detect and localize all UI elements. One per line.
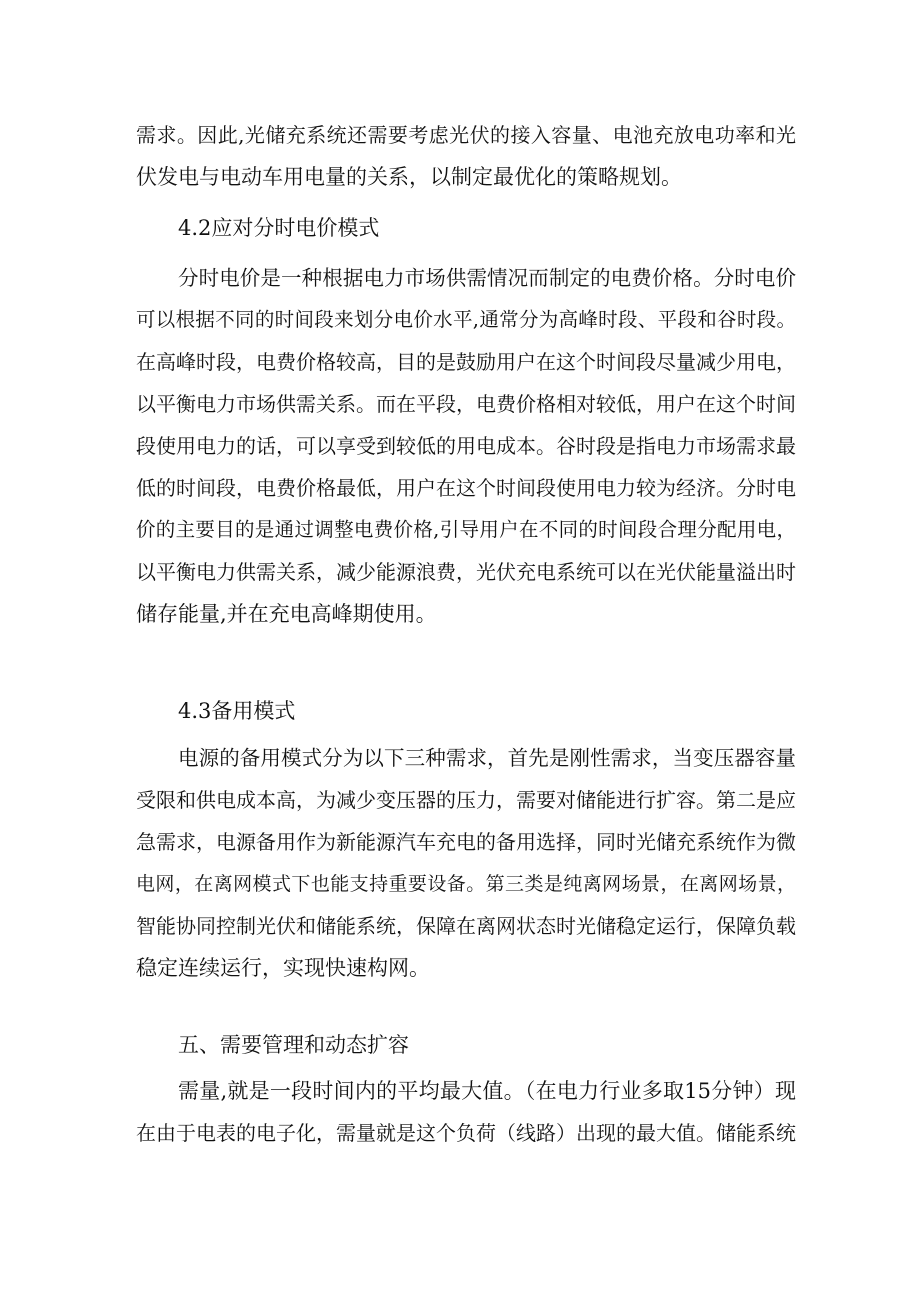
paragraph-demand	[136, 1070, 796, 1154]
text-line: 在由于电表的电子化，需量就是这个负荷（线路）出现的最大值。储能系统	[136, 1121, 796, 1145]
heading-text: 4.3备用模式	[178, 699, 296, 723]
text-line: 以平衡电力市场供需关系。而在平段，电费价格相对较低，用户在这个时间	[136, 392, 796, 416]
paragraph-backup-mode	[136, 737, 796, 989]
text-line: 价的主要目的是通过调整电费价格,引导用户在不同的时间段合理分配用电，	[136, 518, 796, 541]
heading-text: 4.2应对分时电价模式	[178, 216, 380, 240]
text-line: 稳定连续运行，实现快速构网。	[136, 956, 430, 980]
text-line: 分时电价是一种根据电力市场供需情况而制定的电费价格。分时电价	[178, 266, 796, 290]
text-line: 可以根据不同的时间段来划分电价水平,通常分为高峰时段、平段和谷时段。	[136, 308, 796, 331]
text-line: 储存能量,并在充电高峰期使用。	[136, 602, 437, 626]
text-line: 需量,就是一段时间内的平均最大值。（在电力行业多取15分钟）现	[178, 1079, 796, 1103]
text-line: 电源的备用模式分为以下三种需求，首先是刚性需求，当变压器容量	[178, 746, 796, 770]
section-heading-4-2	[178, 207, 838, 249]
text-line: 在高峰时段，电费价格较高，目的是鼓励用户在这个时间段尽量减少用电，	[136, 350, 796, 374]
section-heading-4-3	[178, 690, 838, 732]
paragraph-continuation	[136, 114, 796, 198]
text-line: 低的时间段，电费价格最低，用户在这个时间段使用电力较为经济。分时电	[136, 476, 796, 500]
heading-text: 五、需要管理和动态扩容	[178, 1033, 409, 1057]
text-line: 受限和供电成本高，为减少变压器的压力，需要对储能进行扩容。第二是应	[136, 788, 796, 812]
text-line: 需求。因此,光储充系统还需要考虑光伏的接入容量、电池充放电功率和光	[136, 123, 796, 147]
section-heading-5	[178, 1024, 838, 1066]
text-line: 电网，在离网模式下也能支持重要设备。第三类是纯离网场景，在离网场景，	[136, 873, 796, 895]
text-line: 急需求，电源备用作为新能源汽车充电的备用选择，同时光储充系统作为微	[136, 830, 796, 854]
text-line: 段使用电力的话，可以享受到较低的用电成本。谷时段是指电力市场需求最	[136, 434, 796, 458]
text-line: 以平衡电力供需关系，减少能源浪费，光伏充电系统可以在光伏能量溢出时	[136, 560, 796, 584]
paragraph-tou-pricing	[136, 257, 796, 635]
text-line: 伏发电与电动车用电量的关系，以制定最优化的策略规划。	[136, 165, 682, 189]
text-line: 智能协同控制光伏和储能系统，保障在离网状态时光储稳定运行，保障负载	[136, 914, 796, 938]
